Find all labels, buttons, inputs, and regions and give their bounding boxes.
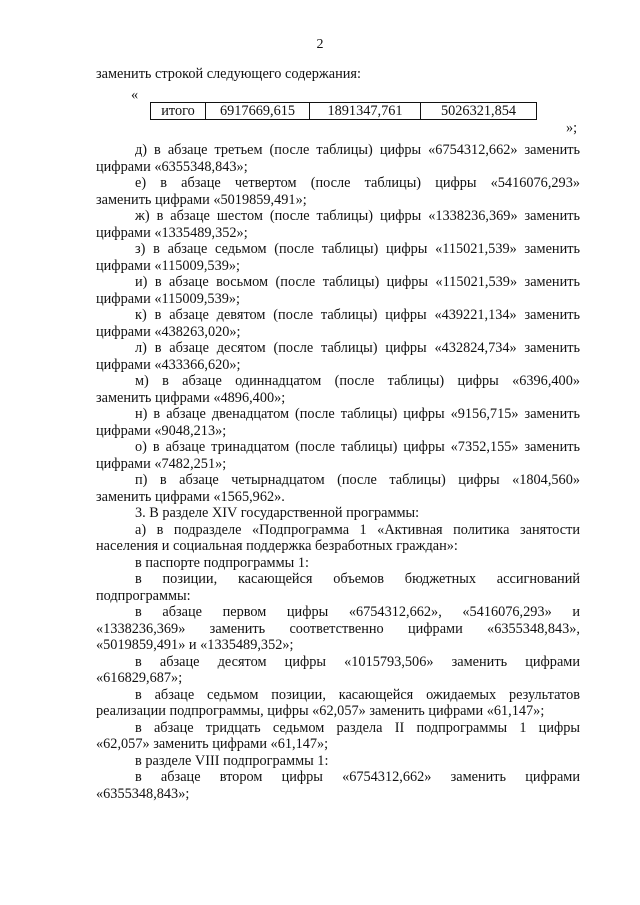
text-line: цифрами «6355348,843»; bbox=[96, 158, 248, 175]
text-line: «616829,687»; bbox=[96, 670, 183, 686]
text-line: «6355348,843»; bbox=[96, 785, 190, 802]
text-line: к) в абзаце девятом (после таблицы) цифры «439221,134» заменить bbox=[135, 307, 580, 323]
text-line: заменить цифрами «1565,962». bbox=[96, 488, 285, 505]
text-line: цифрами «115009,539»; bbox=[96, 257, 240, 274]
text-line: в абзаце тридцать седьмом раздела II подпрограммы 1 цифры bbox=[135, 719, 580, 736]
text-line: «62,057» заменить цифрами «61,147»; bbox=[96, 736, 329, 752]
text-line: з) в абзаце седьмом (после таблицы) цифры «115021,539» заменить bbox=[135, 241, 580, 257]
text-line: о) в абзаце тринадцатом (после таблицы) цифры «7352,155» заменить bbox=[135, 439, 580, 455]
text-line: цифрами «7482,251»; bbox=[96, 455, 227, 472]
text-line: л) в абзаце десятом (после таблицы) цифры «432824,734» заменить bbox=[135, 340, 580, 356]
text-line: в позиции, касающейся объемов бюджетных ассигнований bbox=[135, 571, 580, 587]
text-line: н) в абзаце двенадцатом (после таблицы) цифры «9156,715» заменить bbox=[135, 406, 580, 422]
text-line: населения и социальная поддержка безработных граждан»: bbox=[96, 538, 458, 554]
text-line: е) в абзаце четвертом (после таблицы) цифры «5416076,293» bbox=[135, 175, 580, 191]
text-line: цифрами «438263,020»; bbox=[96, 323, 241, 340]
closing-quote: »; bbox=[566, 120, 578, 136]
text-line: а) в подразделе «Подпрограмма 1 «Активная политика занятости bbox=[135, 521, 580, 538]
text-line: цифрами «1335489,352»; bbox=[96, 224, 248, 241]
text-line: в абзаце десятом цифры «1015793,506» заменить цифрами bbox=[135, 653, 580, 670]
document-body bbox=[96, 142, 580, 802]
table-cell-label: итого bbox=[151, 103, 206, 120]
text-line: заменить цифрами «5019859,491»; bbox=[96, 191, 307, 208]
text-line: цифрами «9048,213»; bbox=[96, 422, 227, 439]
text-line: и) в абзаце восьмом (после таблицы) цифры «115021,539» заменить bbox=[135, 274, 580, 290]
table-cell-value: 1891347,761 bbox=[310, 103, 421, 120]
text-line: в абзаце первом цифры «6754312,662», «5416076,293» и bbox=[135, 604, 580, 620]
opening-quote: « bbox=[131, 87, 139, 103]
table-row bbox=[151, 103, 537, 120]
text-line: в паспорте подпрограммы 1: bbox=[135, 554, 309, 571]
text-line: п) в абзаце четырнадцатом (после таблицы) цифры «1804,560» bbox=[135, 472, 580, 488]
page-number: 2 bbox=[316, 37, 324, 52]
text-line: д) в абзаце третьем (после таблицы) цифры «6754312,662» заменить bbox=[135, 142, 580, 158]
intro-line: заменить строкой следующего содержания: bbox=[96, 66, 361, 82]
text-line: в абзаце седьмом позиции, касающейся ожидаемых результатов bbox=[135, 686, 580, 703]
text-line: 3. В разделе XIV государственной программы: bbox=[135, 505, 420, 521]
text-line: «1338236,369» заменить соответственно цифрами «6355348,843», bbox=[96, 620, 580, 637]
table-cell-value: 5026321,854 bbox=[421, 103, 537, 120]
text-line: в абзаце втором цифры «6754312,662» заменить цифрами bbox=[135, 769, 580, 785]
text-line: ж) в абзаце шестом (после таблицы) цифры «1338236,369» заменить bbox=[135, 208, 580, 224]
text-line: реализации подпрограммы, цифры «62,057» заменить цифрами «61,147»; bbox=[96, 703, 545, 719]
text-line: «5019859,491» и «1335489,352»; bbox=[96, 637, 294, 653]
text-line: цифрами «115009,539»; bbox=[96, 290, 240, 307]
text-line: цифрами «433366,620»; bbox=[96, 356, 241, 373]
table-cell-value: 6917669,615 bbox=[206, 103, 310, 120]
text-line: в разделе VIII подпрограммы 1: bbox=[135, 752, 329, 769]
text-line: м) в абзаце одиннадцатом (после таблицы) цифры «6396,400» bbox=[135, 373, 580, 389]
total-row-table bbox=[150, 102, 537, 120]
text-line: заменить цифрами «4896,400»; bbox=[96, 389, 286, 406]
text-line: подпрограммы: bbox=[96, 587, 191, 604]
